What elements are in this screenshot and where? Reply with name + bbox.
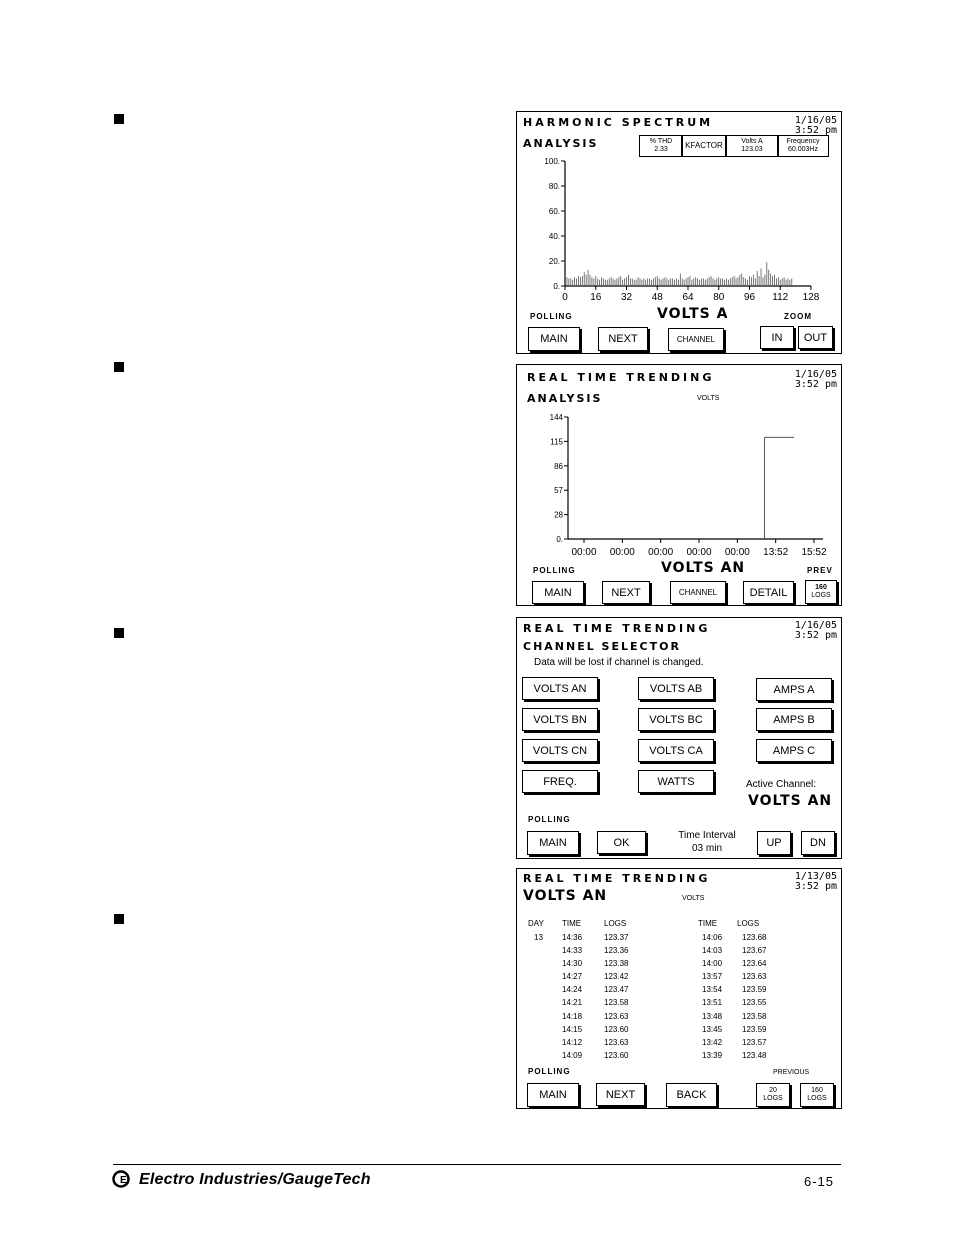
day-value: 13 bbox=[534, 933, 543, 942]
time-interval-label: Time Interval bbox=[678, 830, 736, 841]
bullet-1 bbox=[114, 114, 124, 124]
logs-count: 160 bbox=[815, 584, 827, 591]
next-button[interactable]: NEXT bbox=[602, 581, 650, 604]
back-button[interactable]: BACK bbox=[666, 1083, 717, 1107]
channel-name: VOLTS A bbox=[657, 306, 729, 322]
screen-title: HARMONIC SPECTRUM bbox=[523, 116, 714, 129]
x-tick-label: 32 bbox=[620, 292, 633, 303]
volts-bc-button[interactable]: VOLTS BC bbox=[638, 708, 714, 731]
real-time-trending-screen bbox=[516, 364, 842, 606]
zoom-in-button[interactable]: IN bbox=[760, 326, 794, 349]
amps-b-button[interactable]: AMPS B bbox=[756, 708, 832, 731]
logs160-label: LOGS bbox=[807, 1095, 827, 1102]
active-channel-value: VOLTS AN bbox=[748, 793, 833, 809]
time-label: 3:52 pm bbox=[794, 881, 837, 892]
y-tick-label: 60. bbox=[548, 207, 560, 216]
polling-label: POLLING bbox=[530, 312, 573, 321]
x-tick-label: 48 bbox=[651, 292, 663, 303]
polling-label: POLLING bbox=[533, 566, 576, 575]
polling-label: POLLING bbox=[528, 815, 571, 824]
screen-title: REAL TIME TRENDING bbox=[527, 371, 715, 384]
logs-160-button[interactable] bbox=[805, 580, 837, 604]
y-tick-label: 20. bbox=[548, 257, 560, 266]
up-button[interactable]: UP bbox=[757, 831, 791, 855]
time-label: 3:52 pm bbox=[794, 379, 837, 390]
detail-button[interactable]: DETAIL bbox=[743, 581, 794, 604]
right-logs-column: 123.68 123.67 123.64 123.63 123.59 123.55 123.58 123.59 123.57 123.48 bbox=[742, 933, 767, 1060]
y-tick-label: 144 bbox=[549, 413, 563, 422]
time-label: 3:52 pm bbox=[794, 125, 837, 136]
ok-button[interactable]: OK bbox=[597, 831, 646, 854]
date-label: 1/16/05 bbox=[794, 115, 837, 126]
screen-title: REAL TIME TRENDING bbox=[523, 622, 711, 635]
x-tick-label: 00:00 bbox=[571, 547, 597, 557]
watts-button[interactable]: WATTS bbox=[638, 770, 714, 793]
bullet-2 bbox=[114, 362, 124, 372]
left-logs-column: 123.37 123.36 123.38 123.42 123.47 123.58 123.63 123.60 123.63 123.60 bbox=[604, 933, 629, 1060]
company-logo bbox=[112, 1169, 134, 1189]
x-tick-label: 15:52 bbox=[801, 547, 827, 557]
date-label: 1/16/05 bbox=[794, 620, 837, 631]
zoom-out-button[interactable]: OUT bbox=[798, 326, 833, 349]
main-button[interactable]: MAIN bbox=[527, 1083, 579, 1107]
x-tick-label: 16 bbox=[590, 292, 602, 303]
time-interval bbox=[667, 829, 747, 855]
right-time-column: 14:06 14:03 14:00 13:57 13:54 13:51 13:48 13:45 13:42 13:39 bbox=[702, 933, 723, 1060]
volts-cn-button[interactable]: VOLTS CN bbox=[522, 739, 598, 762]
frequency-label: Frequency bbox=[786, 138, 820, 145]
frequency-value: 60.003Hz bbox=[788, 146, 818, 153]
date-label: 1/13/05 bbox=[794, 871, 837, 882]
volts-value: 123.03 bbox=[741, 146, 763, 153]
x-tick-label: 00:00 bbox=[724, 547, 750, 557]
y-tick-label: 80. bbox=[548, 182, 560, 191]
active-channel-label: Active Channel: bbox=[746, 779, 817, 790]
time-header-left: TIME bbox=[562, 919, 582, 928]
channel-button[interactable]: CHANNEL bbox=[668, 328, 724, 351]
dn-button[interactable]: DN bbox=[801, 831, 835, 855]
volts-bn-button[interactable]: VOLTS BN bbox=[522, 708, 598, 731]
time-header-right: TIME bbox=[698, 919, 718, 928]
harmonic-spectrum-screen bbox=[516, 111, 842, 354]
volts-label: Volts A bbox=[741, 138, 763, 145]
y-tick-label: 0. bbox=[553, 282, 560, 291]
bullet-3 bbox=[114, 628, 124, 638]
polling-label: POLLING bbox=[528, 1067, 571, 1076]
volts-an-button[interactable]: VOLTS AN bbox=[522, 677, 598, 700]
y-tick-label: 115 bbox=[550, 437, 563, 447]
main-button[interactable]: MAIN bbox=[527, 831, 579, 855]
warning-text: Data will be lost if channel is changed. bbox=[534, 657, 704, 668]
bullet-4 bbox=[114, 914, 124, 924]
x-tick-label: 13:52 bbox=[763, 547, 789, 557]
channel-selector-screen bbox=[516, 617, 842, 859]
logs-label: LOGS bbox=[811, 592, 831, 599]
time-label: 3:52 pm bbox=[794, 630, 837, 641]
screen-subtitle: VOLTS AN bbox=[523, 888, 608, 904]
x-tick-label: 64 bbox=[682, 292, 694, 303]
logs-header-right: LOGS bbox=[737, 919, 760, 928]
page-number: 6-15 bbox=[804, 1174, 835, 1189]
screen-subtitle: ANALYSIS bbox=[527, 392, 603, 405]
logs160-count: 160 bbox=[811, 1087, 823, 1094]
thd-value: 2.33 bbox=[654, 146, 668, 153]
units-label: VOLTS bbox=[697, 395, 720, 402]
x-tick-label: 0 bbox=[562, 292, 568, 303]
x-tick-label: 128 bbox=[802, 292, 820, 303]
y-tick-label: 40. bbox=[548, 232, 560, 241]
logs-160-button[interactable] bbox=[800, 1083, 834, 1107]
logs-20-button[interactable] bbox=[756, 1083, 790, 1107]
y-tick-label: 0. bbox=[556, 535, 563, 544]
y-tick-label: 86 bbox=[554, 461, 563, 471]
logs20-label: LOGS bbox=[763, 1095, 783, 1102]
zoom-label: ZOOM bbox=[784, 312, 812, 321]
x-tick-label: 112 bbox=[772, 292, 789, 303]
y-tick-label: 57 bbox=[554, 486, 563, 496]
units-label: VOLTS bbox=[682, 895, 705, 902]
logs20-count: 20 bbox=[769, 1087, 777, 1094]
date-label: 1/16/05 bbox=[794, 369, 837, 380]
amps-c-button[interactable]: AMPS C bbox=[756, 739, 832, 762]
screen-subtitle: CHANNEL SELECTOR bbox=[523, 640, 681, 653]
x-tick-label: 00:00 bbox=[686, 547, 712, 557]
prev-label: PREV bbox=[807, 566, 833, 575]
x-tick-label: 00:00 bbox=[648, 547, 674, 557]
company-name: Electro Industries/GaugeTech bbox=[139, 1171, 371, 1188]
channel-name: VOLTS AN bbox=[661, 560, 746, 576]
log-detail-screen bbox=[516, 868, 842, 1109]
time-interval-value: 03 min bbox=[691, 843, 722, 854]
thd-label: % THD bbox=[649, 138, 673, 145]
amps-a-button[interactable]: AMPS A bbox=[756, 678, 832, 701]
main-button[interactable]: MAIN bbox=[528, 327, 580, 351]
logs-header-left: LOGS bbox=[604, 919, 627, 928]
x-tick-label: 00:00 bbox=[609, 547, 635, 557]
next-button[interactable]: NEXT bbox=[596, 1083, 645, 1106]
x-tick-label: 80 bbox=[713, 292, 725, 303]
x-tick-label: 96 bbox=[743, 292, 756, 303]
kfactor-label: KFACTOR bbox=[685, 141, 723, 150]
channel-button[interactable]: CHANNEL bbox=[670, 581, 726, 604]
freq-button[interactable]: FREQ. bbox=[522, 770, 598, 793]
y-tick-label: 100. bbox=[544, 157, 560, 166]
left-time-column: 14:36 14:33 14:30 14:27 14:24 14:21 14:18 14:15 14:12 14:09 bbox=[562, 933, 583, 1060]
screen-title: REAL TIME TRENDING bbox=[523, 872, 711, 885]
main-button[interactable]: MAIN bbox=[532, 581, 584, 604]
next-button[interactable]: NEXT bbox=[598, 327, 648, 351]
previous-label: PREVIOUS bbox=[773, 1069, 810, 1076]
day-header: DAY bbox=[528, 919, 544, 928]
screen-subtitle: ANALYSIS bbox=[523, 137, 599, 150]
volts-ca-button[interactable]: VOLTS CA bbox=[638, 739, 714, 762]
volts-ab-button[interactable]: VOLTS AB bbox=[638, 677, 714, 700]
trending-chart bbox=[517, 409, 841, 557]
harmonic-spectrum-chart bbox=[517, 154, 841, 304]
y-tick-label: 28 bbox=[554, 510, 563, 520]
footer-rule bbox=[113, 1164, 841, 1165]
svg-text:EI: EI bbox=[120, 1175, 130, 1186]
